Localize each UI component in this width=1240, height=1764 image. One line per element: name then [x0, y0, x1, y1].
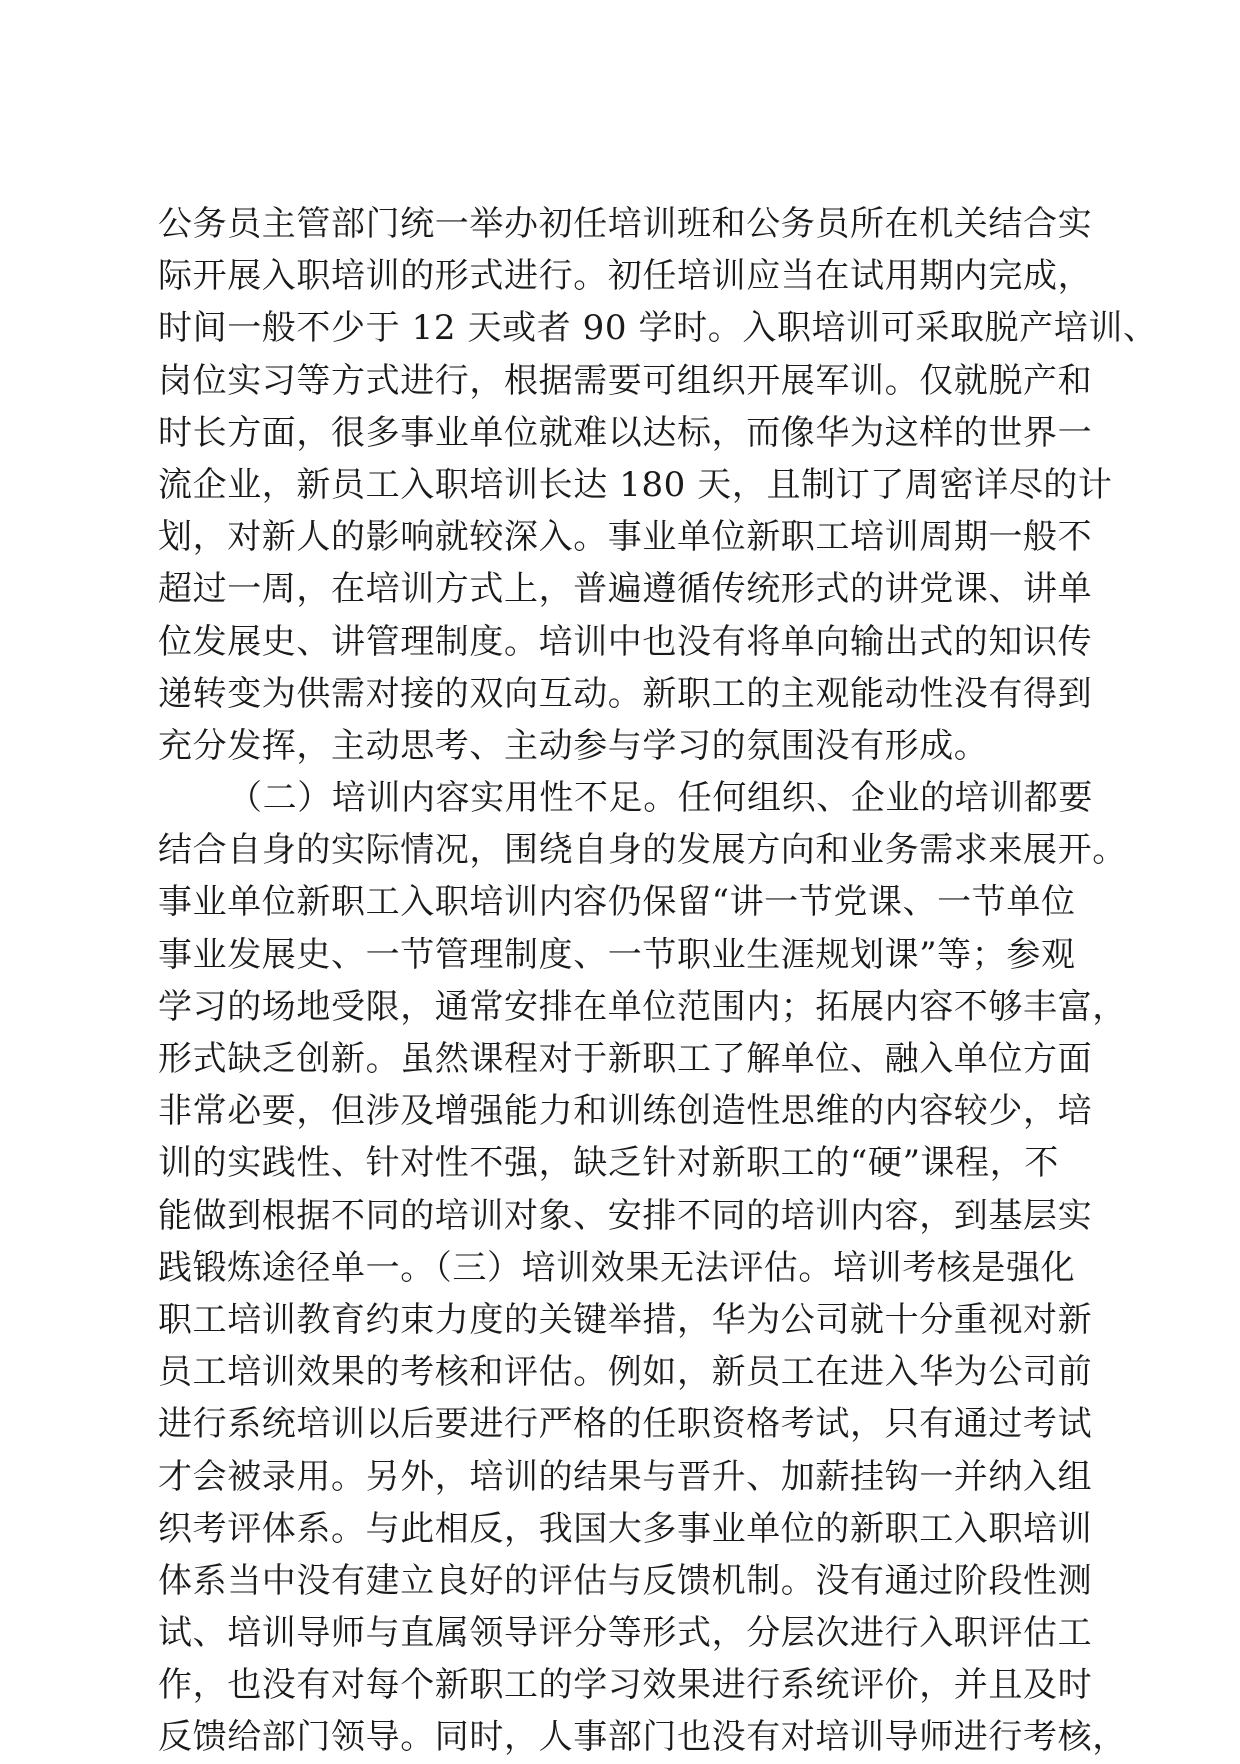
text-line: 事业发展史、一节管理制度、一节职业生涯规划课”等；参观	[158, 934, 1076, 975]
text-line: 时间一般不少于 12 天或者 90 学时。入职培训可采取脱产培训、	[158, 308, 1158, 349]
text-line: 能做到根据不同的培训对象、安排不同的培训内容，到基层实	[158, 1195, 1093, 1236]
text-line: 进行系统培训以后要进行严格的任职资格考试，只有通过考试	[158, 1404, 1093, 1445]
body-text	[158, 198, 1158, 1764]
text-line: 事业单位新职工入职培训内容仍保留“讲一节党课、一节单位	[158, 882, 1076, 923]
text-line: 充分发挥，主动思考、主动参与学习的氛围没有形成。	[158, 725, 989, 766]
text-line: 非常必要，但涉及增强能力和训练创造性思维的内容较少，培	[158, 1091, 1093, 1132]
text-line: 才会被录用。另外，培训的结果与晋升、加薪挂钩一并纳入组	[158, 1456, 1093, 1497]
text-line: 超过一周，在培训方式上，普遍遵循传统形式的讲党课、讲单	[158, 569, 1093, 610]
text-line: 织考评体系。与此相反，我国大多事业单位的新职工入职培训	[158, 1508, 1093, 1549]
text-line: 形式缺乏创新。虽然课程对于新职工了解单位、融入单位方面	[158, 1039, 1093, 1079]
text-line: 流企业，新员工入职培训长达 180 天，且制订了周密详尽的计	[158, 464, 1113, 505]
text-line: 递转变为供需对接的双向互动。新职工的主观能动性没有得到	[158, 673, 1093, 714]
text-line: 员工培训效果的考核和评估。例如，新员工在进入华为公司前	[158, 1352, 1093, 1393]
text-line: 公务员主管部门统一举办初任培训班和公务员所在机关结合实	[158, 204, 1093, 244]
text-line: 试、培训导师与直属领导评分等形式，分层次进行入职评估工	[158, 1613, 1093, 1654]
text-line: 践锻炼途径单一。（三）培训效果无法评估。培训考核是强化	[158, 1247, 1076, 1288]
text-line: 作，也没有对每个新职工的学习效果进行系统评价，并且及时	[158, 1665, 1093, 1706]
text-line: 反馈给部门领导。同时，人事部门也没有对培训导师进行考核，	[158, 1717, 1127, 1758]
text-line: 位发展史、讲管理制度。培训中也没有将单向输出式的知识传	[158, 621, 1093, 662]
text-line: 结合自身的实际情况，围绕自身的发展方向和业务需求来展开。	[158, 830, 1127, 871]
text-line: 体系当中没有建立良好的评估与反馈机制。没有通过阶段性测	[158, 1560, 1093, 1601]
text-line: 职工培训教育约束力度的关键举措，华为公司就十分重视对新	[158, 1299, 1093, 1340]
text-line: 划，对新人的影响就较深入。事业单位新职工培训周期一般不	[158, 517, 1093, 558]
text-line: 训的实践性、针对性不强，缺乏针对新职工的“硬”课程，不	[158, 1143, 1059, 1184]
text-line: 岗位实习等方式进行，根据需要可组织开展军训。仅就脱产和	[158, 360, 1093, 401]
text-line: 际开展入职培训的形式进行。初任培训应当在试用期内完成，	[158, 256, 1093, 297]
text-line: 学习的场地受限，通常安排在单位范围内；拓展内容不够丰富，	[158, 986, 1127, 1027]
text-line: 时长方面，很多事业单位就难以达标，而像华为这样的世界一	[158, 412, 1093, 453]
section-heading-line: （二）培训内容实用性不足。任何组织、企业的培训都要	[228, 778, 1093, 819]
